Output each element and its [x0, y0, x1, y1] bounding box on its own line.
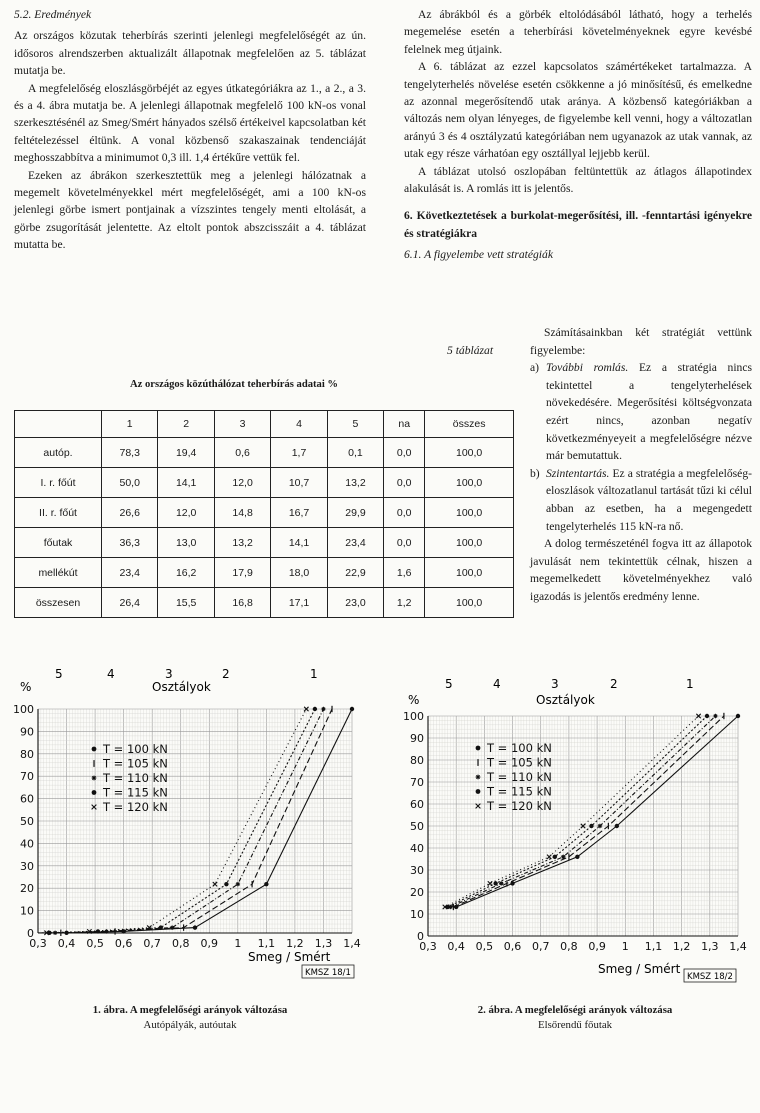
data-point — [313, 707, 317, 711]
legend-entry: T = 110 kN — [487, 770, 552, 784]
paragraph: A 6. táblázat az ezzel kapcsolatos számértékeket tartalmazza. A tengelyterhelés növelése esetén csökkenne a jó minősítésű, és emelkedne az azonnal megerősítendő utak aránya. A közbenső kategóriákban a változás nem olyan lényeges, de figyelembe kell venni, hogy a változatlan arányú 3 és 4 osztályzatú kategóriában nem ugyanazok az utak vannak, az utak egy része várhatóan egy osztállyal lejjebb kerül. — [404, 60, 752, 161]
paragraph: Az országos közutak teherbírás szerinti jelenlegi megfelelőségét az ún. idősoros alrendszerben aktualizált állapotnak megfelelően az 5. táblázat mutatja be. — [14, 29, 366, 78]
class-label: 2 — [610, 677, 618, 691]
x-tick-label: 1,2 — [672, 940, 691, 953]
table-cell: 12,0 — [158, 498, 214, 528]
list-item — [530, 465, 752, 535]
figure-code: KMSZ 18/2 — [687, 972, 733, 982]
caption-title: 2. ábra. A megfelelőségi arányok változása — [477, 1004, 673, 1016]
table-cell: 12,0 — [214, 468, 270, 498]
x-tick-label: 0,3 — [419, 940, 437, 953]
x-tick-label: 0,8 — [171, 937, 190, 950]
table-cell: 36,3 — [102, 528, 158, 558]
data-point — [589, 824, 593, 828]
table-cell: 50,0 — [102, 468, 158, 498]
strategy-title: Szintentartás. — [546, 466, 610, 480]
figure-1-chart — [12, 665, 370, 990]
table-cell: 0,6 — [214, 438, 270, 468]
table-cell: 23,4 — [327, 528, 383, 558]
x-tick-label: 1 — [234, 937, 242, 950]
paragraph: A táblázat utolsó oszlopában feltüntettük az átlagos állapotindex alakulását is. A romlás itt is jelentős. — [404, 164, 752, 196]
x-tick-label: 0,6 — [503, 940, 522, 953]
figure-code: KMSZ 18/1 — [305, 968, 351, 978]
figure-1-caption — [40, 1003, 340, 1033]
table-cell: 1,6 — [384, 558, 425, 588]
table-label: 5 táblázat — [447, 344, 494, 357]
strategy-text: Ez a stratégia a megfelelőség-eloszlások változatlanul tartását tűzi ki célul abban az esetben, ha a megengedett tengelyterhelés 115 kN-ra nő. — [546, 466, 752, 533]
y-tick-label: 80 — [20, 747, 34, 761]
row-label: összesen — [15, 588, 102, 618]
y-tick-label: 20 — [20, 882, 34, 896]
data-point — [321, 707, 325, 711]
x-axis-label: Smeg / Smért — [598, 962, 681, 976]
table-row — [15, 468, 514, 498]
y-tick-label: 80 — [410, 754, 424, 767]
figure-2-chart — [398, 670, 754, 988]
class-label: 3 — [551, 677, 559, 691]
data-point — [92, 790, 97, 795]
table-cell: 19,4 — [158, 438, 214, 468]
y-tick-label: 70 — [20, 770, 34, 784]
data-point — [705, 714, 709, 718]
paragraph: Számításainkban két stratégiát vettünk figyelembe: — [530, 326, 752, 357]
y-unit-label: % — [20, 680, 32, 694]
table-cell: 100,0 — [425, 468, 514, 498]
subsection-heading: 6.1. A figyelembe vett stratégiák — [404, 248, 553, 262]
list-marker: b) — [530, 466, 540, 480]
data-point — [476, 775, 481, 780]
caption-title: 1. ábra. A megfelelőségi arányok változása — [92, 1004, 288, 1016]
x-tick-label: 0,5 — [86, 937, 104, 950]
y-tick-label: 60 — [20, 792, 34, 806]
column-header: 1 — [102, 411, 158, 438]
y-tick-label: 90 — [410, 732, 424, 745]
data-point — [350, 707, 354, 711]
table-row — [15, 498, 514, 528]
x-tick-label: 0,6 — [114, 937, 133, 950]
class-title: Osztályok — [536, 693, 595, 707]
y-unit-label: % — [408, 693, 420, 707]
y-tick-label: 70 — [410, 776, 424, 789]
column-header: na — [384, 411, 425, 438]
table-cell: 100,0 — [425, 588, 514, 618]
y-tick-label: 100 — [403, 710, 424, 723]
class-label: 5 — [55, 667, 63, 681]
caption-subtitle: Autópályák, autóutak — [143, 1019, 237, 1031]
x-tick-label: 0,4 — [57, 937, 76, 950]
list-marker: a) — [530, 361, 540, 375]
row-label: II. r. főút — [15, 498, 102, 528]
data-point — [476, 789, 481, 794]
y-tick-label: 10 — [20, 904, 34, 918]
class-label: 1 — [686, 677, 694, 691]
column-header: 5 — [327, 411, 383, 438]
paragraph: A megfelelőség eloszlásgörbéjét az egyes útkategóriákra az 1., a 2., a 3. és a 4. ábra mutatja be. A jelenlegi állapotnak megfelelő 100 kN-os vonal szerkesztésénél az Smeg/Smért hányados szélső értékeivel kapcsolatban két feltételezéssel éltünk. A vonal közbenső szakaszainak tendenciáját meghosszabbítva a minimumot 0,3 ill. 1,4 értékűre vettük fel. — [14, 81, 366, 165]
data-point — [96, 929, 100, 933]
x-tick-label: 1,3 — [701, 940, 719, 953]
data-point — [92, 747, 97, 752]
data-point — [575, 855, 579, 859]
table-cell: 0,0 — [384, 468, 425, 498]
class-label: 4 — [107, 667, 115, 681]
table-cell: 16,2 — [158, 558, 214, 588]
table-cell: 0,0 — [384, 498, 425, 528]
y-tick-label: 0 — [27, 927, 34, 940]
table-cell: 10,7 — [271, 468, 327, 498]
left-column — [14, 6, 366, 254]
row-label: autóp. — [15, 438, 102, 468]
section-heading: 5.2. Eredmények — [14, 8, 92, 21]
strategy-list — [530, 324, 752, 606]
x-tick-label: 1,4 — [343, 937, 361, 950]
class-label: 3 — [165, 667, 173, 681]
table-cell: 78,3 — [102, 438, 158, 468]
table-cell: 100,0 — [425, 558, 514, 588]
table-cell: 0,0 — [384, 528, 425, 558]
y-tick-label: 10 — [410, 908, 424, 921]
legend-entry: T = 120 kN — [487, 799, 552, 813]
column-header: 2 — [158, 411, 214, 438]
class-label: 1 — [310, 667, 318, 681]
table-cell: 14,8 — [214, 498, 270, 528]
table-cell: 0,0 — [384, 438, 425, 468]
table-cell: 14,1 — [158, 468, 214, 498]
x-tick-label: 0,9 — [200, 937, 219, 950]
caption-subtitle: Elsőrendű főutak — [537, 1019, 613, 1031]
column-header: összes — [425, 411, 514, 438]
strategy-title: További romlás. — [546, 361, 629, 375]
data-point — [476, 804, 481, 809]
x-tick-label: 0,4 — [447, 940, 465, 953]
row-label: I. r. főút — [15, 468, 102, 498]
legend-entry: T = 105 kN — [103, 756, 168, 771]
table-cell: 26,4 — [102, 588, 158, 618]
table-cell: 100,0 — [425, 438, 514, 468]
data-point — [92, 776, 97, 781]
table-cell: 17,9 — [214, 558, 270, 588]
data-point — [736, 714, 740, 718]
table-cell: 13,2 — [214, 528, 270, 558]
data-point — [510, 881, 514, 885]
table-cell: 100,0 — [425, 528, 514, 558]
class-title: Osztályok — [152, 680, 211, 694]
y-tick-label: 60 — [410, 798, 424, 811]
x-axis-label: Smeg / Smért — [248, 950, 331, 964]
x-tick-label: 0,7 — [531, 940, 550, 953]
table-row — [15, 588, 514, 618]
table-cell: 13,0 — [158, 528, 214, 558]
y-tick-label: 30 — [20, 859, 34, 873]
data-point — [159, 925, 163, 929]
table-cell: 13,2 — [327, 468, 383, 498]
figure-2-caption — [410, 1003, 740, 1033]
list-item — [530, 359, 752, 465]
row-label: mellékút — [15, 558, 102, 588]
legend-entry: T = 100 kN — [103, 742, 168, 756]
class-label: 4 — [493, 677, 501, 691]
data-point — [553, 855, 557, 859]
data-point — [224, 882, 228, 886]
table-row — [15, 558, 514, 588]
data-point — [713, 714, 717, 718]
paragraph: Ezeken az ábrákon szerkesztettük meg a jelenlegi hálózatnak a megemelt követelményekkel mért megfelelőségét, ami a 100 kN-os jelenlegi görbe ismert pontjainak a vízszintes tengely menti eltolását, a görbe zsugorítását jelentette. Az eltolt pontok abszcisszáit a 4. táblázat mutatta be. — [14, 168, 366, 252]
x-tick-label: 1 — [621, 940, 629, 953]
y-tick-label: 30 — [410, 864, 424, 877]
y-tick-label: 50 — [20, 815, 34, 828]
table-row — [15, 528, 514, 558]
data-point — [561, 855, 565, 859]
data-table — [14, 410, 514, 618]
y-tick-label: 100 — [13, 703, 34, 716]
table-cell: 1,7 — [271, 438, 327, 468]
x-tick-label: 1,1 — [644, 940, 663, 953]
table-cell: 0,1 — [327, 438, 383, 468]
section-heading: 6. Következtetések a burkolat-megerősítési, ill. -fenntartási igényekre és stratégiákra — [404, 209, 752, 240]
x-tick-label: 0,3 — [29, 937, 47, 950]
table-cell: 26,6 — [102, 498, 158, 528]
data-point — [493, 881, 497, 885]
table-cell: 23,4 — [102, 558, 158, 588]
paragraph: Az ábrákból és a görbék eltolódásából látható, hogy a terhelés megemelése esetén a teherbírási követelményeknek egyre kevésbé felelnek meg útjaink. — [404, 8, 752, 56]
y-tick-label: 50 — [410, 820, 424, 833]
x-tick-label: 0,5 — [475, 940, 494, 953]
legend-entry: T = 120 kN — [103, 800, 168, 814]
table-cell: 100,0 — [425, 498, 514, 528]
data-point — [193, 925, 197, 929]
x-tick-label: 1,3 — [314, 937, 333, 950]
x-tick-label: 0,7 — [143, 937, 161, 950]
table-cell: 23,0 — [327, 588, 383, 618]
table-cell: 15,5 — [158, 588, 214, 618]
x-tick-label: 1,1 — [257, 937, 276, 950]
column-header: 3 — [214, 411, 270, 438]
y-tick-label: 90 — [20, 725, 34, 739]
right-column — [404, 6, 752, 270]
data-point — [264, 882, 268, 886]
table-cell: 16,8 — [214, 588, 270, 618]
table-header-row — [15, 411, 514, 438]
paragraph: A dolog természeténél fogva itt az állapotok javulását nem tekintettük célnak, hiszen a megemelkedett követelményekhez való igazodás is jelentős eredmény lenne. — [530, 537, 752, 603]
x-tick-label: 0,9 — [588, 940, 606, 953]
data-point — [476, 746, 481, 751]
x-tick-label: 0,8 — [560, 940, 578, 953]
class-label: 5 — [445, 677, 453, 691]
table-cell: 22,9 — [327, 558, 383, 588]
y-tick-label: 0 — [417, 930, 424, 943]
legend-entry: T = 100 kN — [487, 741, 552, 755]
legend-entry: T = 110 kN — [103, 771, 168, 785]
y-tick-label: 40 — [20, 837, 34, 851]
legend-entry: T = 115 kN — [103, 785, 168, 800]
y-tick-label: 20 — [410, 886, 424, 899]
table-cell: 14,1 — [271, 528, 327, 558]
column-header: 4 — [271, 411, 327, 438]
row-label: főutak — [15, 528, 102, 558]
table-cell: 1,2 — [384, 588, 425, 618]
table-row — [15, 438, 514, 468]
legend-entry: T = 115 kN — [487, 784, 552, 799]
x-tick-label: 1,2 — [286, 937, 304, 950]
table-title: Az országos közúthálózat teherbírás adatai % — [130, 379, 339, 390]
x-tick-label: 1,4 — [729, 940, 747, 953]
y-tick-label: 40 — [410, 842, 424, 855]
class-label: 2 — [222, 667, 230, 681]
strategy-text: Ez a stratégia nincs tekintettel a tengelyterhelések növekedésére. Megerősítési költségvonzata ezért nincs, azonban negatív következményeyeit a megfelelőségre nézve már bemutattuk. — [546, 361, 753, 463]
data-point — [615, 824, 619, 828]
table-cell: 29,9 — [327, 498, 383, 528]
table-cell: 16,7 — [271, 498, 327, 528]
table-cell: 18,0 — [271, 558, 327, 588]
legend-entry: T = 105 kN — [487, 755, 552, 770]
column-header — [15, 411, 102, 438]
table-cell: 17,1 — [271, 588, 327, 618]
